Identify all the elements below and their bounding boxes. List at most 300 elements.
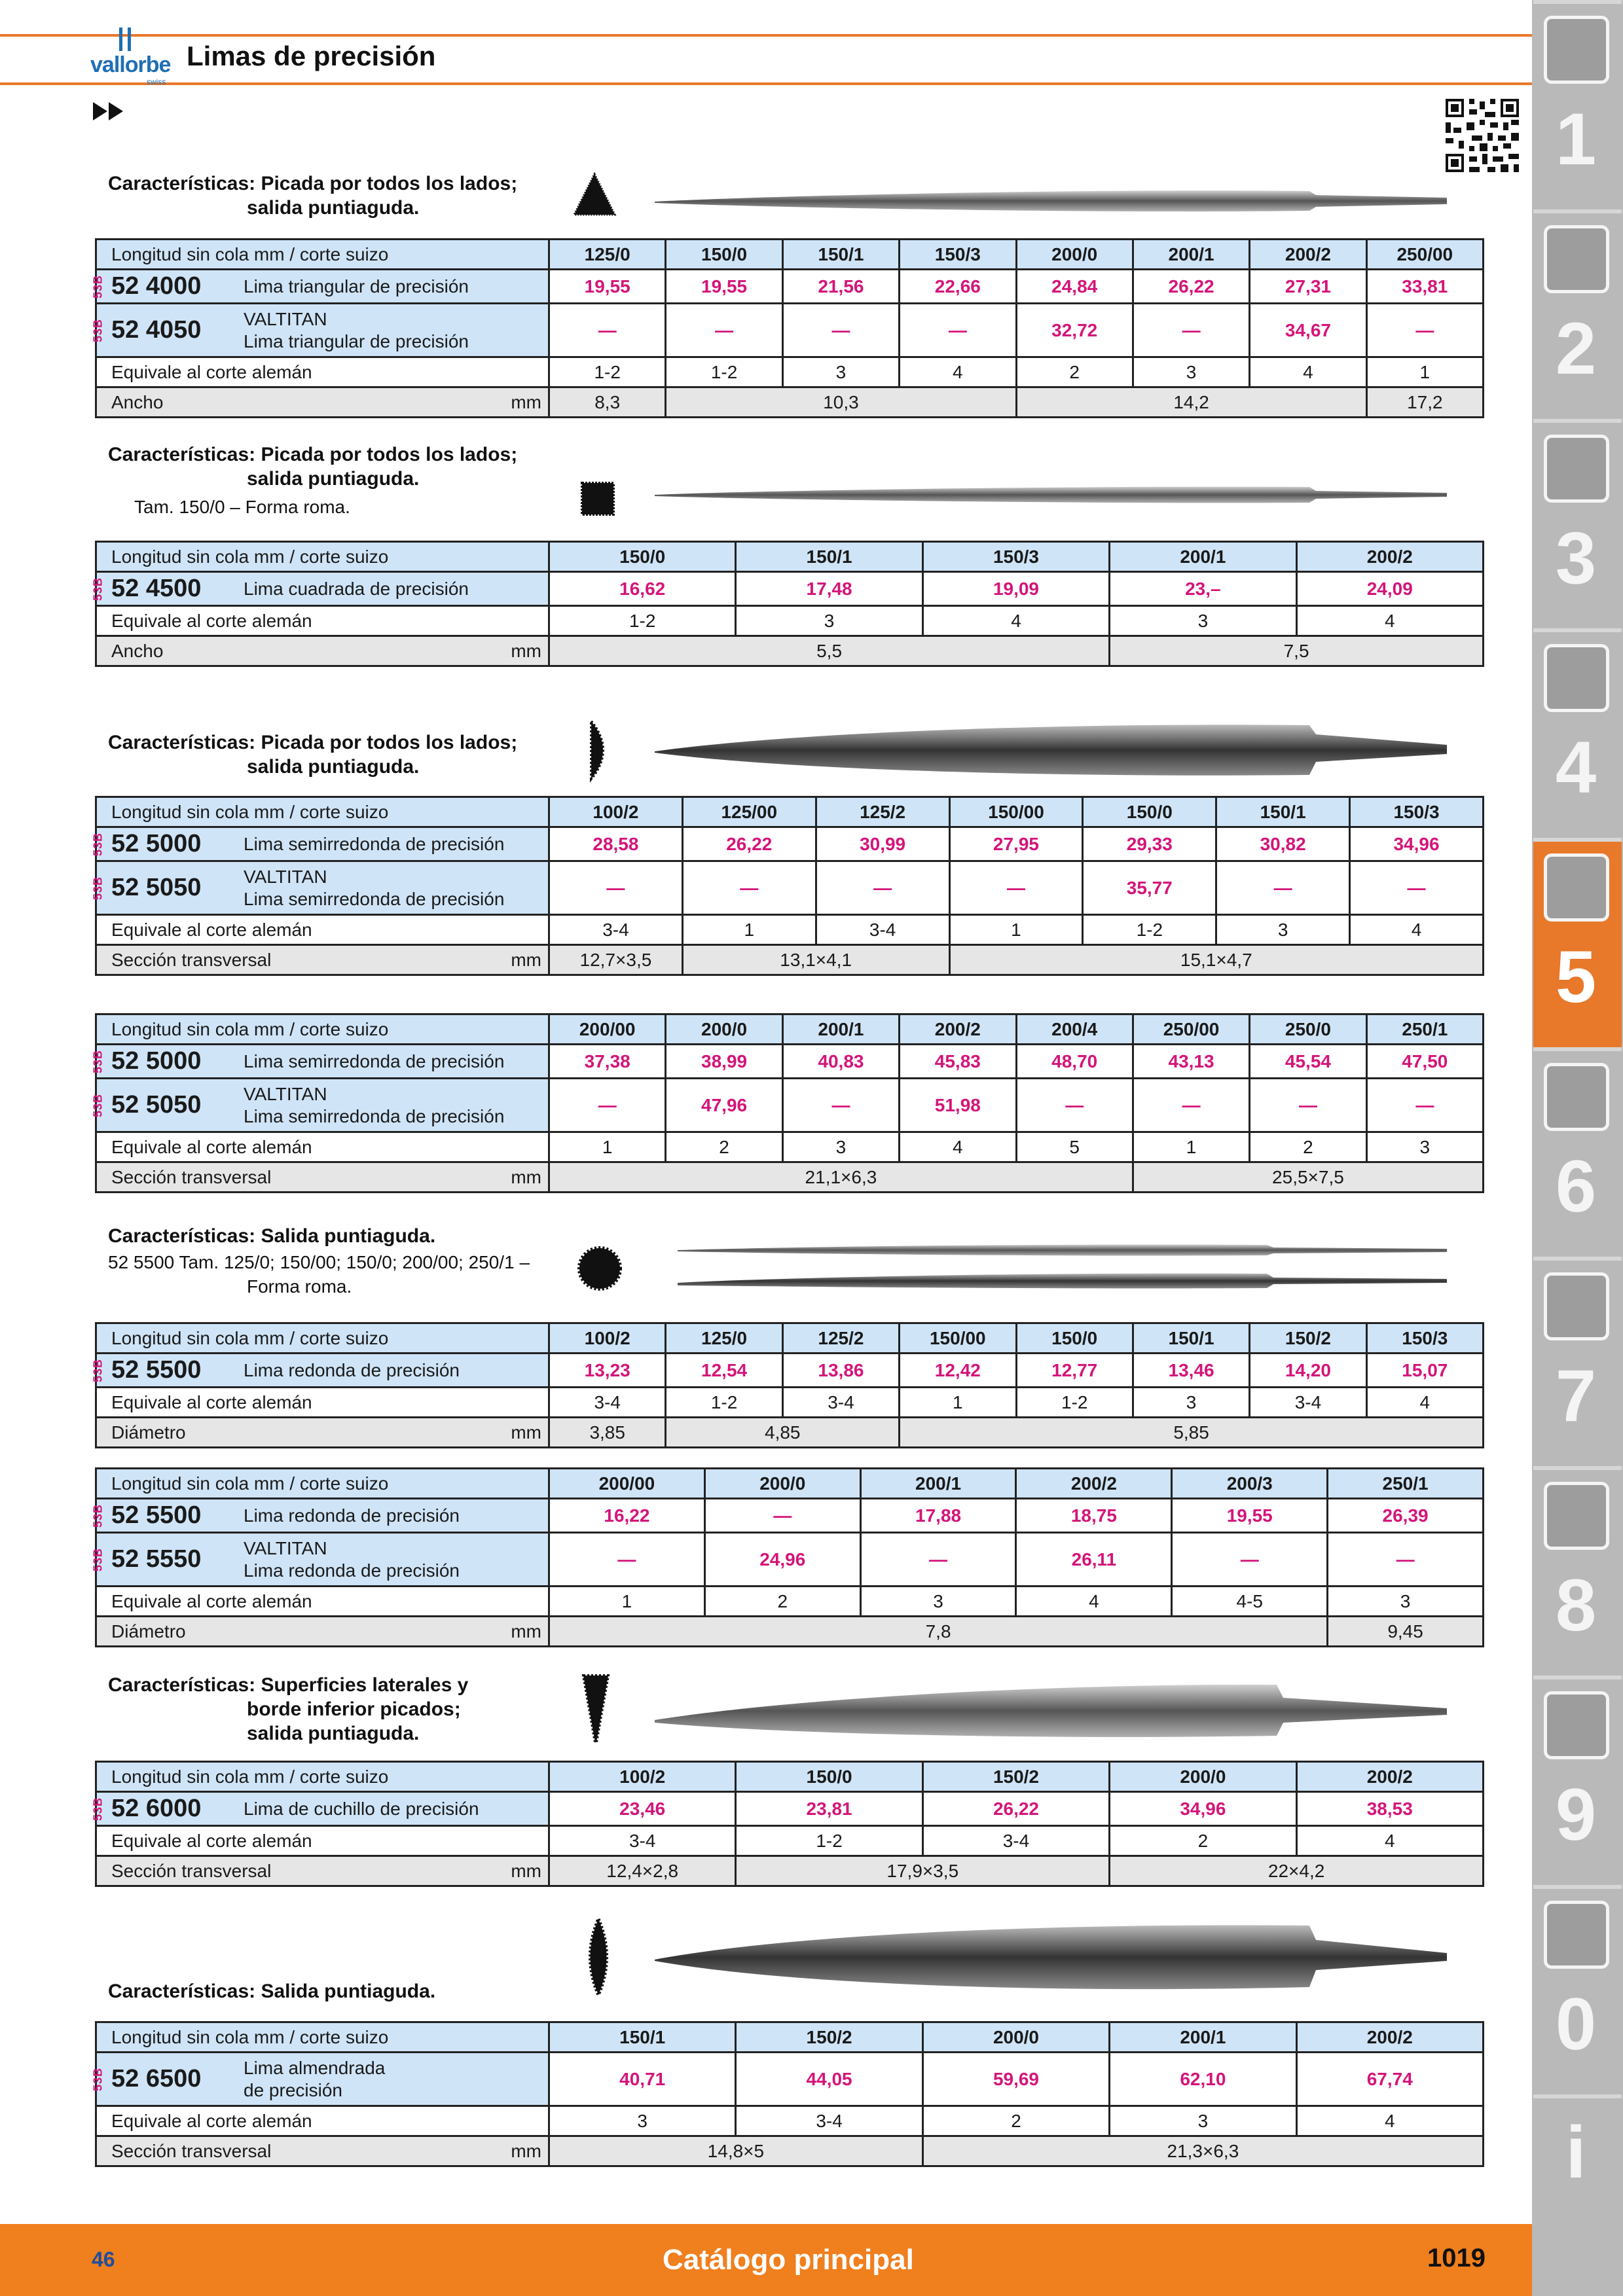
product-name-line1: Lima semirredonda de precisión bbox=[244, 833, 505, 854]
product-name-line1: Lima de cuchillo de precisión bbox=[244, 1798, 479, 1819]
dimension-row bbox=[96, 1418, 1484, 1448]
chapter-tab-7[interactable] bbox=[1533, 1257, 1622, 1466]
price-cell[interactable]: 17,88 bbox=[860, 1499, 1016, 1533]
dimension-cell: 4,85 bbox=[666, 1418, 900, 1448]
chapter-1-icon bbox=[1544, 16, 1609, 84]
price-cell[interactable]: 30,99 bbox=[816, 827, 949, 861]
equiv-cell: 3 bbox=[1366, 1132, 1483, 1162]
product-code[interactable]: 52 5550 bbox=[111, 1545, 202, 1573]
price-cell[interactable]: 14,20 bbox=[1250, 1354, 1366, 1388]
product-row bbox=[96, 1499, 1484, 1533]
price-cell[interactable]: 26,22 bbox=[682, 827, 816, 861]
size-cell: 125/00 bbox=[682, 797, 816, 827]
spec-table bbox=[91, 1322, 1484, 1448]
spec-table bbox=[91, 796, 1484, 976]
size-cell: 150/1 bbox=[782, 240, 899, 270]
price-cell[interactable]: 19,55 bbox=[1172, 1499, 1328, 1533]
size-cell: 200/00 bbox=[549, 1014, 666, 1045]
price-cell[interactable]: 13,46 bbox=[1133, 1354, 1249, 1388]
product-code[interactable]: 52 5050 bbox=[111, 1091, 202, 1119]
dimension-cell: 7,5 bbox=[1110, 636, 1484, 666]
equiv-cell: 1 bbox=[682, 915, 816, 945]
size-cell: 150/0 bbox=[549, 542, 736, 572]
size-header-row bbox=[96, 1014, 1484, 1045]
price-cell[interactable]: 19,09 bbox=[922, 572, 1109, 606]
equiv-cell: 2 bbox=[1110, 1826, 1296, 1856]
price-cell[interactable]: 19,55 bbox=[666, 270, 782, 304]
dimension-row bbox=[96, 636, 1484, 666]
price-cell[interactable]: 26,39 bbox=[1328, 1499, 1484, 1533]
size-header-row bbox=[96, 797, 1484, 827]
price-cell[interactable]: 12,54 bbox=[666, 1354, 782, 1388]
chapter-number: 5 bbox=[1555, 936, 1597, 1018]
length-label: Longitud sin cola mm / corte suizo bbox=[96, 1469, 549, 1499]
price-cell[interactable]: 12,77 bbox=[1016, 1354, 1133, 1388]
price-cell[interactable]: 29,33 bbox=[1083, 827, 1216, 861]
length-label: Longitud sin cola mm / corte suizo bbox=[96, 1762, 549, 1792]
chapter-tab-6[interactable] bbox=[1533, 1047, 1622, 1257]
price-cell[interactable]: 34,67 bbox=[1250, 304, 1366, 357]
product-cell bbox=[91, 270, 549, 304]
product-code[interactable]: 52 5050 bbox=[111, 874, 202, 901]
equiv-row bbox=[96, 606, 1484, 636]
size-cell: 200/1 bbox=[1133, 240, 1249, 270]
product-badge: 53B bbox=[91, 2067, 105, 2091]
product-info bbox=[91, 1534, 545, 1585]
product-cell bbox=[91, 861, 549, 915]
size-cell: 150/00 bbox=[900, 1323, 1016, 1354]
chapter-tab-4[interactable] bbox=[1533, 628, 1622, 838]
equiv-label: Equivale al corte alemán bbox=[96, 915, 549, 945]
equiv-row bbox=[96, 1826, 1484, 1856]
product-cell bbox=[91, 1045, 549, 1079]
price-cell[interactable]: — bbox=[666, 304, 782, 357]
product-info bbox=[91, 1079, 545, 1131]
size-header-row bbox=[96, 240, 1484, 270]
equiv-cell: 3 bbox=[1216, 915, 1350, 945]
spec-table bbox=[91, 1013, 1484, 1193]
equiv-cell: 3-4 bbox=[816, 915, 949, 945]
equiv-cell: 1 bbox=[549, 1132, 666, 1162]
equiv-cell: 3 bbox=[1133, 1388, 1249, 1418]
dimension-label-text: Diámetro bbox=[111, 1621, 186, 1641]
size-cell: 150/2 bbox=[922, 1762, 1109, 1792]
dimension-label-text: Ancho bbox=[111, 640, 164, 661]
dimension-cell: 5,5 bbox=[549, 636, 1110, 666]
dimension-label bbox=[96, 1162, 549, 1193]
price-cell[interactable]: — bbox=[1172, 1533, 1328, 1587]
chapter-3-icon bbox=[1544, 435, 1609, 503]
product-cell bbox=[91, 1792, 549, 1826]
product-cell bbox=[91, 827, 549, 861]
price-cell[interactable]: 19,55 bbox=[549, 270, 666, 304]
almond-file-image bbox=[655, 1920, 1453, 1998]
dimension-cell: 3,85 bbox=[549, 1418, 666, 1448]
product-name bbox=[244, 2057, 385, 2102]
product-cell bbox=[91, 304, 549, 357]
equiv-cell: 4 bbox=[922, 606, 1109, 636]
dimension-cell: 12,7×3,5 bbox=[549, 945, 683, 975]
price-cell[interactable]: 21,56 bbox=[782, 270, 899, 304]
product-code[interactable]: 52 5000 bbox=[111, 1047, 202, 1075]
product-row bbox=[96, 1533, 1484, 1587]
price-cell[interactable]: 24,84 bbox=[1016, 270, 1133, 304]
price-cell[interactable]: 24,96 bbox=[704, 1533, 860, 1587]
product-row bbox=[96, 827, 1484, 861]
product-badge: 53B bbox=[91, 577, 105, 601]
price-cell[interactable]: — bbox=[782, 304, 899, 357]
dimension-label bbox=[96, 1856, 549, 1886]
size-cell: 100/2 bbox=[549, 1762, 736, 1792]
length-label: Longitud sin cola mm / corte suizo bbox=[96, 1014, 549, 1045]
product-code[interactable]: 52 4050 bbox=[111, 316, 202, 344]
price-cell[interactable]: 32,72 bbox=[1016, 304, 1133, 357]
equiv-cell: 1 bbox=[900, 1388, 1016, 1418]
product-name-line2: Lima triangular de precisión bbox=[244, 331, 469, 351]
chapter-6-icon bbox=[1544, 1063, 1609, 1131]
price-cell[interactable]: 24,09 bbox=[1296, 572, 1483, 606]
product-info bbox=[91, 304, 545, 356]
chapter-4-icon bbox=[1544, 644, 1609, 712]
product-name-line2: Lima redonda de precisión bbox=[244, 1560, 460, 1581]
size-cell: 250/0 bbox=[1250, 1014, 1366, 1045]
price-cell[interactable]: — bbox=[949, 861, 1083, 915]
size-cell: 250/00 bbox=[1133, 1014, 1249, 1045]
size-header-row bbox=[96, 1469, 1484, 1499]
chapter-number: 6 bbox=[1555, 1145, 1597, 1227]
dimension-cell: 8,3 bbox=[549, 387, 666, 418]
note-text: 52 5500 Tam. 125/0; 150/00; 150/0; 200/00; 250/1 – Forma roma. bbox=[108, 1252, 530, 1297]
product-name bbox=[244, 1798, 479, 1820]
size-cell: 200/2 bbox=[1296, 1762, 1483, 1792]
tab-separator bbox=[1533, 2094, 1622, 2098]
price-cell[interactable]: 47,96 bbox=[666, 1079, 782, 1132]
price-cell[interactable]: 13,23 bbox=[549, 1354, 666, 1388]
price-cell[interactable]: 18,75 bbox=[1016, 1499, 1172, 1533]
equiv-row bbox=[96, 1587, 1484, 1617]
dimension-cell: 7,8 bbox=[549, 1617, 1328, 1647]
equiv-label: Equivale al corte alemán bbox=[96, 1388, 549, 1418]
size-cell: 125/2 bbox=[782, 1323, 899, 1354]
vallorbe-logo: vallorbe swiss bbox=[90, 27, 175, 85]
dimension-row bbox=[96, 945, 1484, 975]
price-cell[interactable]: — bbox=[1350, 861, 1484, 915]
price-cell[interactable]: 23,46 bbox=[549, 1792, 736, 1826]
price-cell[interactable]: 45,83 bbox=[900, 1045, 1016, 1079]
feature-text: Características: Superficies laterales y borde inferior picados; salida puntiaguda. bbox=[108, 1674, 469, 1744]
unit-mm: mm bbox=[511, 1860, 541, 1881]
dimension-label bbox=[96, 1418, 549, 1448]
price-cell[interactable]: 34,96 bbox=[1110, 1792, 1296, 1826]
triangle-section-icon bbox=[572, 171, 617, 217]
size-cell: 200/1 bbox=[1110, 2022, 1296, 2053]
footer-title: Catálogo principal bbox=[663, 2244, 914, 2276]
chapter-8-icon bbox=[1544, 1482, 1609, 1550]
size-cell: 150/2 bbox=[736, 2022, 922, 2053]
feature-text: Características: Salida puntiaguda. bbox=[108, 1225, 436, 1247]
size-cell: 250/00 bbox=[1366, 240, 1483, 270]
equiv-cell: 3 bbox=[1110, 606, 1296, 636]
product-row bbox=[96, 572, 1484, 606]
price-cell[interactable]: 38,53 bbox=[1296, 1792, 1483, 1826]
size-cell: 200/2 bbox=[1296, 2022, 1483, 2053]
chapter-tab-3[interactable] bbox=[1533, 419, 1622, 628]
page-title: Limas de precisión bbox=[187, 41, 436, 71]
size-cell: 150/3 bbox=[1366, 1323, 1483, 1354]
equiv-cell: 4 bbox=[1250, 357, 1366, 387]
price-cell[interactable]: — bbox=[1366, 1079, 1483, 1132]
product-name bbox=[244, 276, 469, 298]
price-cell[interactable]: — bbox=[549, 1533, 705, 1587]
dimension-row bbox=[96, 1162, 1484, 1193]
price-cell[interactable]: 13,86 bbox=[782, 1354, 899, 1388]
dimension-label-text: Diámetro bbox=[111, 1422, 186, 1443]
price-cell[interactable]: — bbox=[682, 861, 816, 915]
price-cell[interactable]: 62,10 bbox=[1110, 2053, 1296, 2106]
dimension-label-text: Sección transversal bbox=[111, 1860, 272, 1881]
size-cell: 150/1 bbox=[1133, 1323, 1249, 1354]
equiv-cell: 3 bbox=[782, 1132, 899, 1162]
price-cell[interactable]: — bbox=[816, 861, 949, 915]
chapter-9-icon bbox=[1544, 1691, 1609, 1759]
price-cell[interactable]: — bbox=[704, 1499, 860, 1533]
size-cell: 125/2 bbox=[816, 797, 949, 827]
price-cell[interactable]: — bbox=[1328, 1533, 1484, 1587]
dimension-cell: 25,5×7,5 bbox=[1133, 1162, 1483, 1193]
length-label: Longitud sin cola mm / corte suizo bbox=[96, 240, 549, 270]
price-cell[interactable]: 27,31 bbox=[1250, 270, 1366, 304]
price-cell[interactable]: 40,71 bbox=[549, 2053, 736, 2106]
size-cell: 150/0 bbox=[666, 240, 782, 270]
equiv-cell: 1-2 bbox=[666, 1388, 782, 1418]
product-badge: 53B bbox=[91, 1503, 105, 1528]
price-cell[interactable]: 22,66 bbox=[900, 270, 1016, 304]
chapter-number: 9 bbox=[1555, 1774, 1597, 1856]
spec-table bbox=[91, 1467, 1484, 1647]
tab-separator bbox=[1533, 628, 1622, 632]
size-cell: 200/1 bbox=[860, 1469, 1016, 1499]
price-cell[interactable]: 26,22 bbox=[922, 1792, 1109, 1826]
price-cell[interactable]: 23,– bbox=[1110, 572, 1296, 606]
equiv-cell: 2 bbox=[666, 1132, 782, 1162]
feature-text: Características: Picada por todos los lados; salida puntiaguda. bbox=[108, 173, 518, 219]
chapter-tab-5[interactable] bbox=[1533, 838, 1622, 1047]
size-cell: 150/3 bbox=[922, 542, 1109, 572]
price-cell[interactable]: 43,13 bbox=[1133, 1045, 1249, 1079]
price-cell[interactable]: 26,11 bbox=[1016, 1533, 1172, 1587]
qr-code-icon[interactable] bbox=[1446, 98, 1519, 173]
unit-mm: mm bbox=[511, 1621, 541, 1641]
product-code[interactable]: 52 4500 bbox=[111, 575, 202, 602]
price-cell[interactable]: — bbox=[782, 1079, 899, 1132]
tab-separator bbox=[1533, 1257, 1622, 1261]
price-cell[interactable]: 30,82 bbox=[1216, 827, 1350, 861]
product-name-line1: Lima redonda de precisión bbox=[244, 1359, 460, 1380]
equiv-cell: 3-4 bbox=[922, 1826, 1109, 1856]
product-badge: 53B bbox=[91, 318, 105, 342]
price-cell[interactable]: 45,54 bbox=[1250, 1045, 1366, 1079]
equiv-row bbox=[96, 357, 1484, 387]
price-cell[interactable]: — bbox=[1133, 1079, 1249, 1132]
price-cell[interactable]: 48,70 bbox=[1016, 1045, 1133, 1079]
product-name-line2: de precisión bbox=[244, 2079, 342, 2100]
price-cell[interactable]: 23,81 bbox=[736, 1792, 922, 1826]
equiv-cell: 4 bbox=[1350, 915, 1484, 945]
round-section-icon bbox=[576, 1245, 623, 1292]
dimension-label bbox=[96, 2136, 549, 2166]
knife-section-icon bbox=[581, 1673, 611, 1745]
price-cell[interactable]: — bbox=[1366, 304, 1483, 357]
price-cell[interactable]: 15,07 bbox=[1366, 1354, 1483, 1388]
product-code[interactable]: 52 5500 bbox=[111, 1356, 202, 1384]
dimension-label-text: Ancho bbox=[111, 391, 164, 412]
price-cell[interactable]: — bbox=[549, 861, 683, 915]
price-cell[interactable]: 51,98 bbox=[900, 1079, 1016, 1132]
equiv-row bbox=[96, 915, 1484, 945]
price-cell[interactable]: 59,69 bbox=[922, 2053, 1109, 2106]
dimension-row bbox=[96, 387, 1484, 418]
product-code[interactable]: 52 6500 bbox=[111, 2065, 202, 2092]
price-cell[interactable]: 27,95 bbox=[949, 827, 1083, 861]
square-file-image bbox=[655, 475, 1453, 514]
price-cell[interactable]: — bbox=[900, 304, 1016, 357]
dimension-label-text: Sección transversal bbox=[111, 949, 272, 970]
dimension-row bbox=[96, 2136, 1484, 2166]
price-cell[interactable]: 26,22 bbox=[1133, 270, 1249, 304]
product-row bbox=[96, 861, 1484, 915]
length-label: Longitud sin cola mm / corte suizo bbox=[96, 1323, 549, 1354]
equiv-cell: 3 bbox=[782, 357, 899, 387]
equiv-cell: 4 bbox=[900, 357, 1016, 387]
product-row bbox=[96, 1792, 1484, 1826]
price-cell[interactable]: — bbox=[1133, 304, 1249, 357]
product-row bbox=[96, 1354, 1484, 1388]
chapter-number: 0 bbox=[1555, 1983, 1597, 2065]
chapter-tab-8[interactable] bbox=[1533, 1466, 1622, 1676]
product-name-line1: VALTITAN bbox=[244, 1537, 327, 1558]
product-name-line2: Lima semirredonda de precisión bbox=[244, 888, 505, 909]
price-cell[interactable]: 12,42 bbox=[900, 1354, 1016, 1388]
chapter-number: 3 bbox=[1555, 517, 1597, 599]
product-name-line1: Lima cuadrada de precisión bbox=[244, 578, 469, 599]
price-cell[interactable]: 40,83 bbox=[782, 1045, 899, 1079]
unit-mm: mm bbox=[511, 1166, 541, 1187]
product-badge: 53B bbox=[91, 876, 105, 900]
chapter-number: 7 bbox=[1555, 1355, 1597, 1437]
product-info bbox=[91, 862, 545, 914]
price-cell[interactable]: 37,38 bbox=[549, 1045, 666, 1079]
equiv-label: Equivale al corte alemán bbox=[96, 357, 549, 387]
product-code[interactable]: 52 4000 bbox=[111, 272, 202, 300]
price-cell[interactable]: — bbox=[1250, 1079, 1366, 1132]
price-cell[interactable]: — bbox=[549, 304, 666, 357]
product-info bbox=[91, 270, 545, 302]
product-info bbox=[91, 1045, 545, 1077]
chapter-number: i bbox=[1565, 2111, 1586, 2193]
product-name bbox=[244, 1050, 504, 1073]
product-code[interactable]: 52 5000 bbox=[111, 830, 202, 857]
size-cell: 150/3 bbox=[900, 240, 1016, 270]
dimension-cell: 10,3 bbox=[666, 387, 1016, 418]
equiv-cell: 1-2 bbox=[666, 357, 782, 387]
tab-separator bbox=[1533, 1047, 1622, 1051]
equiv-cell: 4 bbox=[1296, 2106, 1483, 2136]
double-arrow-icon bbox=[92, 99, 131, 123]
equiv-cell: 1 bbox=[949, 915, 1083, 945]
spec-table bbox=[91, 2021, 1484, 2167]
product-info bbox=[91, 1499, 545, 1532]
half-round-section-icon bbox=[585, 720, 617, 780]
size-cell: 200/3 bbox=[1172, 1469, 1328, 1499]
equiv-row bbox=[96, 1132, 1484, 1162]
price-cell[interactable]: 16,62 bbox=[549, 572, 736, 606]
dimension-label-text: Sección transversal bbox=[111, 1166, 272, 1187]
chapter-tab-2[interactable] bbox=[1533, 209, 1622, 419]
price-cell[interactable]: 33,81 bbox=[1366, 270, 1483, 304]
chapter-number: 1 bbox=[1555, 98, 1597, 180]
price-cell[interactable]: 44,05 bbox=[736, 2053, 922, 2106]
product-name-line1: VALTITAN bbox=[244, 866, 327, 887]
product-name-line1: Lima almendrada bbox=[244, 2057, 386, 2078]
size-cell: 200/0 bbox=[666, 1014, 782, 1045]
price-cell[interactable]: 67,74 bbox=[1296, 2053, 1483, 2106]
equiv-cell: 1-2 bbox=[549, 606, 736, 636]
product-name-line1: Lima redonda de precisión bbox=[244, 1505, 460, 1526]
product-row bbox=[96, 304, 1484, 357]
product-code[interactable]: 52 5500 bbox=[111, 1501, 202, 1529]
size-cell: 125/0 bbox=[666, 1323, 782, 1354]
size-cell: 150/0 bbox=[736, 1762, 922, 1792]
price-cell[interactable]: — bbox=[1016, 1079, 1133, 1132]
size-cell: 150/0 bbox=[1016, 1323, 1133, 1354]
chapter-tab-i[interactable] bbox=[1533, 2094, 1622, 2296]
product-cell bbox=[91, 1079, 549, 1132]
product-row bbox=[96, 1079, 1484, 1132]
almond-section-icon bbox=[581, 1918, 616, 1996]
price-cell[interactable]: — bbox=[860, 1533, 1016, 1587]
equiv-cell: 5 bbox=[1016, 1132, 1133, 1162]
product-name bbox=[244, 1083, 504, 1128]
price-cell[interactable]: 16,22 bbox=[549, 1499, 705, 1533]
dimension-cell: 17,9×3,5 bbox=[736, 1856, 1110, 1886]
chapter-tab-9[interactable] bbox=[1533, 1676, 1622, 1885]
product-name-line1: VALTITAN bbox=[244, 1083, 327, 1104]
price-cell[interactable]: 47,50 bbox=[1366, 1045, 1483, 1079]
chapter-tab-1[interactable] bbox=[1533, 0, 1622, 209]
tab-separator bbox=[1533, 1466, 1622, 1470]
price-cell[interactable]: — bbox=[1216, 861, 1350, 915]
price-cell[interactable]: 35,77 bbox=[1083, 861, 1216, 915]
product-info bbox=[91, 1793, 545, 1825]
equiv-cell: 3 bbox=[1110, 2106, 1296, 2136]
knife-file-image bbox=[655, 1679, 1453, 1745]
chapter-tab-0[interactable] bbox=[1533, 1885, 1622, 2094]
product-code[interactable]: 52 6000 bbox=[111, 1795, 202, 1822]
unit-mm: mm bbox=[511, 1422, 541, 1443]
chapter-number: 8 bbox=[1555, 1564, 1597, 1646]
size-cell: 200/1 bbox=[782, 1014, 899, 1045]
equiv-cell: 3 bbox=[549, 2106, 736, 2136]
price-cell[interactable]: 17,48 bbox=[736, 572, 922, 606]
equiv-cell: 3-4 bbox=[549, 915, 683, 945]
price-cell[interactable]: — bbox=[549, 1079, 666, 1132]
square-section-icon bbox=[578, 479, 617, 518]
equiv-cell: 4 bbox=[1296, 1826, 1483, 1856]
price-cell[interactable]: 38,99 bbox=[666, 1045, 782, 1079]
size-cell: 250/1 bbox=[1328, 1469, 1484, 1499]
price-cell[interactable]: 28,58 bbox=[549, 827, 683, 861]
price-cell[interactable]: 34,96 bbox=[1350, 827, 1484, 861]
